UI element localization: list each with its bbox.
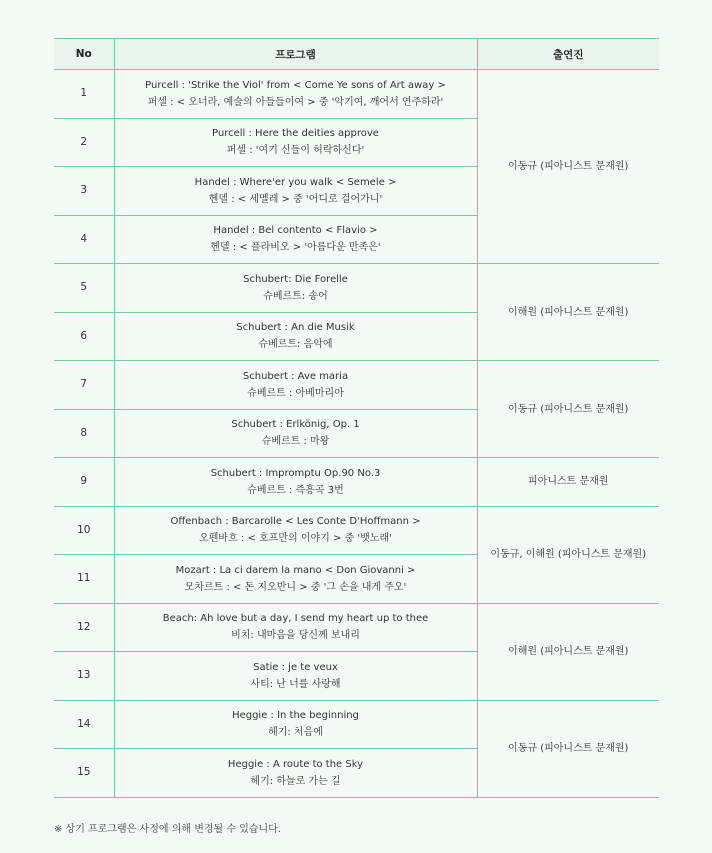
program-title-en: Purcell : 'Strike the Viol' from < Come Ye sons of Art away > — [145, 79, 446, 91]
program-title-en: Schubert : Ave maria — [242, 370, 349, 382]
row-number: 11 — [54, 555, 114, 604]
program-title-ko: 비치: 내마음을 당신께 보내리 — [231, 630, 360, 642]
program-title-ko: 슈베르트: 송어 — [263, 290, 328, 302]
program-cell — [114, 312, 477, 361]
program-cell — [114, 603, 477, 652]
program-cell — [114, 70, 477, 119]
cast-cell: 이해원 (피아니스트 문재원) — [477, 603, 659, 700]
program-title-en: Offenbach : Barcarolle < Les Conte D'Hoffmann > — [170, 516, 421, 528]
program-cell — [114, 506, 477, 555]
header-program: 프로그램 — [114, 39, 477, 70]
cast-cell: 이동규, 이해원 (피아니스트 문재원) — [477, 506, 659, 603]
row-number: 7 — [54, 361, 114, 410]
header-no: No — [54, 39, 114, 70]
row-number: 10 — [54, 506, 114, 555]
row-number: 9 — [54, 458, 114, 507]
header-cast: 출연진 — [477, 39, 659, 70]
table-row — [54, 700, 659, 749]
row-number: 12 — [54, 603, 114, 652]
program-cell — [114, 749, 477, 798]
row-number: 4 — [54, 215, 114, 264]
program-title-ko: 사티: 난 너를 사랑해 — [250, 678, 341, 690]
table-row — [54, 506, 659, 555]
program-title-ko: 헨델 : < 세멜레 > 중 '어디로 걸어가니' — [208, 193, 383, 205]
program-title-en: Heggie : A route to the Sky — [227, 758, 364, 770]
program-title-en: Satie : je te veux — [253, 661, 338, 673]
row-number: 14 — [54, 700, 114, 749]
program-title-en: Handel : Bel contento < Flavio > — [213, 225, 378, 237]
program-title-ko: 슈베르트 : 아베마리아 — [247, 387, 344, 399]
program-title-ko: 모차르트 : < 돈 지오반니 > 중 '그 손을 내게 주오' — [184, 581, 407, 593]
program-cell — [114, 118, 477, 167]
table-row — [54, 70, 659, 119]
program-cell — [114, 652, 477, 701]
program-title-en: Schubert : Impromptu Op.90 No.3 — [210, 467, 381, 479]
program-title-en: Beach: Ah love but a day, I send my heart up to thee — [162, 613, 429, 625]
program-title-ko: 슈베르트 : 마왕 — [261, 436, 330, 448]
program-title-en: Heggie : In the beginning — [232, 710, 359, 722]
program-title-ko: 헤기: 처음에 — [268, 727, 323, 739]
row-number: 15 — [54, 749, 114, 798]
cast-cell: 이해원 (피아니스트 문재원) — [477, 264, 659, 361]
row-number: 2 — [54, 118, 114, 167]
row-number: 5 — [54, 264, 114, 313]
program-cell — [114, 361, 477, 410]
program-title-ko: 퍼셀 : '여기 신들이 허락하신다' — [226, 145, 365, 157]
program-title-ko: 오펜바흐 : < 호프만의 이야기 > 중 '뱃노래' — [199, 533, 392, 545]
row-number: 8 — [54, 409, 114, 458]
program-table — [54, 38, 659, 798]
program-title-en: Mozart : La ci darem la mano < Don Giovanni > — [175, 564, 416, 576]
row-number: 6 — [54, 312, 114, 361]
program-title-en: Handel : Where'er you walk < Semele > — [194, 176, 397, 188]
program-title-en: Schubert : An die Musik — [236, 322, 355, 334]
program-cell — [114, 555, 477, 604]
cast-cell: 이동규 (피아니스트 문재원) — [477, 361, 659, 458]
row-number: 1 — [54, 70, 114, 119]
program-title-ko: 슈베르트: 음악에 — [258, 339, 333, 351]
table-row — [54, 603, 659, 652]
cast-cell: 피아니스트 문재원 — [477, 458, 659, 507]
program-cell — [114, 409, 477, 458]
cast-cell: 이동규 (피아니스트 문재원) — [477, 70, 659, 264]
program-title-en: Schubert : Erlkönig, Op. 1 — [231, 419, 360, 431]
row-number: 13 — [54, 652, 114, 701]
program-title-ko: 헤기: 하늘로 가는 길 — [250, 775, 341, 787]
table-row — [54, 361, 659, 410]
table-header-row — [54, 39, 659, 70]
program-title-en: Purcell : Here the deities approve — [212, 128, 379, 140]
program-table-wrapper — [54, 38, 659, 798]
program-cell — [114, 167, 477, 216]
program-title-en: Schubert: Die Forelle — [243, 273, 348, 285]
program-title-ko: 슈베르트 : 즉흥곡 3번 — [247, 484, 344, 496]
footnote: ※ 상기 프로그램은 사정에 의해 변경될 수 있습니다. — [54, 824, 282, 835]
row-number: 3 — [54, 167, 114, 216]
program-cell — [114, 700, 477, 749]
program-cell — [114, 264, 477, 313]
cast-cell: 이동규 (피아니스트 문재원) — [477, 700, 659, 797]
program-cell — [114, 215, 477, 264]
table-row — [54, 458, 659, 507]
program-title-ko: 퍼셀 : < 오너라, 예술의 아들들이여 > 중 '악기여, 깨어서 연주하라' — [147, 96, 444, 108]
table-row — [54, 264, 659, 313]
program-cell — [114, 458, 477, 507]
program-title-ko: 헨델 : < 플라비오 > '아름다운 만족은' — [210, 242, 381, 254]
